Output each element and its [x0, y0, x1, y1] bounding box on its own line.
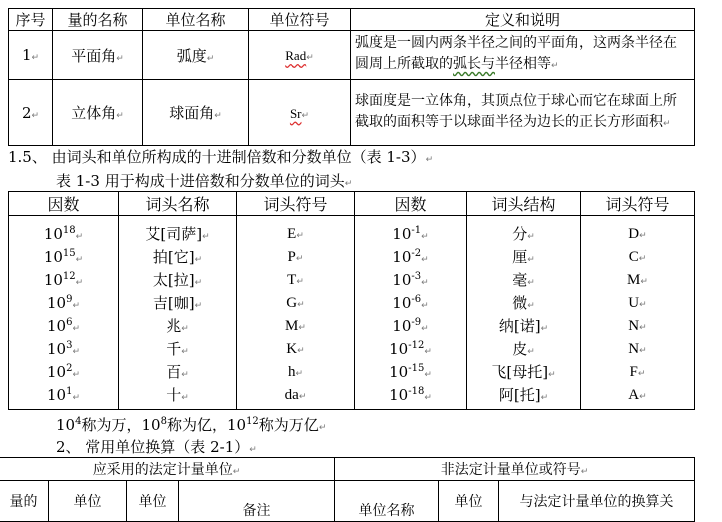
prefix-symbol-cell: N↵: [581, 337, 695, 360]
factor-cell: $10^{-2}↵$: [355, 245, 467, 268]
prefix-name-cell: 十↵: [119, 383, 237, 410]
header-cell: 量的名称: [53, 9, 143, 31]
table-row: [9, 245, 695, 268]
definition-text-marked: 弧长与: [453, 56, 495, 72]
si-supplementary-units-table: [8, 8, 695, 146]
header-cell: 词头结构: [467, 192, 581, 216]
prefix-symbol-cell: E↵: [237, 216, 355, 246]
unit-name: 弧度: [176, 46, 207, 65]
prefix-symbol-cell: M↵: [581, 268, 695, 291]
prefix-symbol-cell: A↵: [581, 383, 695, 410]
prefix-structure-cell: 厘↵: [467, 245, 581, 268]
table-caption: 表 1-3 用于构成十进倍数和分数单位的词头↵: [56, 172, 353, 190]
factor-cell: $10^{-12}↵$: [355, 337, 467, 360]
prefix-name-cell: 艾[司萨]↵: [119, 216, 237, 246]
quantity-name: 平面角: [71, 46, 117, 65]
prefix-symbol-cell: T↵: [237, 268, 355, 291]
header-cell: 量的: [0, 481, 49, 522]
prefix-symbol-cell: D↵: [581, 216, 695, 246]
prefix-structure-cell: 皮↵: [467, 337, 581, 360]
factor-cell: $10^2↵$: [9, 360, 119, 383]
header-cell: 与法定计量单位的换算关: [499, 481, 695, 522]
factor-cell: $10^6↵$: [9, 314, 119, 337]
prefix-table: [8, 191, 695, 410]
header-cell: 定义和说明: [351, 9, 695, 31]
definition-text: 球面度是一立体角，其顶点位于球心而它在球面上所截取的面积等于以球面半径为边长的正长方形面积: [355, 92, 677, 130]
prefix-structure-cell: 微↵: [467, 291, 581, 314]
factor-cell: $10^{-1}↵$: [355, 216, 467, 246]
definition-text: 弧度是一圆内两条半径之间的平面角，这两条半径在圆周上所截取的: [355, 35, 677, 72]
prefix-symbol-cell: K↵: [237, 337, 355, 360]
prefix-name-cell: 太[拉]↵: [119, 268, 237, 291]
prefix-symbol-cell: N↵: [581, 314, 695, 337]
factor-cell: $10^9↵$: [9, 291, 119, 314]
header-cell: 因数: [9, 192, 119, 216]
header-cell: 单位名称: [143, 9, 249, 31]
prefix-symbol-cell: da↵: [237, 383, 355, 410]
prefix-structure-cell: 纳[诺]↵: [467, 314, 581, 337]
unit-conversion-table: [0, 457, 695, 522]
factor-cell: $10^{18}↵$: [9, 216, 119, 246]
section-heading-2: 2、 常用单位换算（表 2-1）↵: [56, 438, 257, 456]
quantity-name: 立体角: [71, 104, 117, 122]
unit-name: 球面角: [169, 104, 215, 122]
unit-symbol: Rad: [285, 48, 307, 63]
header-cell: 因数: [355, 192, 467, 216]
table-row: [9, 360, 695, 383]
table-row: [9, 268, 695, 291]
unit-symbol: Sr: [289, 105, 302, 121]
factor-cell: $10^{-18}↵$: [355, 383, 467, 410]
factor-cell: $10^{15}↵$: [9, 245, 119, 268]
header-cell: 词头符号: [581, 192, 695, 216]
header-cell: 单位: [439, 481, 499, 522]
header-cell: 单位名称: [335, 481, 439, 522]
table-row: [9, 383, 695, 410]
table-header-row: [9, 192, 695, 216]
group-header-non-legal-units: 非法定计量单位或符号↵: [335, 458, 695, 481]
table-row: [9, 216, 695, 246]
header-cell: 单位: [49, 481, 127, 522]
table-row: 2↵ 立体角↵ 球面角↵ Sr↵ 球面度是一立体角，其顶点位于球心而它在球面上所截取的面积等于以球面半径为边长的正长方形面积↵: [9, 80, 695, 146]
row-number: 2: [21, 103, 32, 122]
table-header-row: [9, 9, 695, 31]
prefix-symbol-cell: M↵: [237, 314, 355, 337]
group-header-legal-units: 应采用的法定计量单位↵: [0, 458, 335, 481]
prefix-structure-cell: 飞[母托]↵: [467, 360, 581, 383]
prefix-structure-cell: 毫↵: [467, 268, 581, 291]
header-cell: 词头名称: [119, 192, 237, 216]
header-cell: 备注: [179, 481, 335, 522]
row-number: 1: [21, 46, 32, 64]
factor-cell: $10^{-15}↵$: [355, 360, 467, 383]
note-line: $10^4$称为万，$10^8$称为亿，$10^{12}$称为万亿↵: [56, 416, 327, 434]
prefix-symbol-cell: h↵: [237, 360, 355, 383]
prefix-name-cell: 吉[咖]↵: [119, 291, 237, 314]
prefix-symbol-cell: U↵: [581, 291, 695, 314]
factor-cell: $10^{-6}↵$: [355, 291, 467, 314]
prefix-structure-cell: 分↵: [467, 216, 581, 246]
prefix-name-cell: 兆↵: [119, 314, 237, 337]
header-cell: 词头符号: [237, 192, 355, 216]
prefix-symbol-cell: F↵: [581, 360, 695, 383]
factor-cell: $10^1↵$: [9, 383, 119, 410]
factor-cell: $10^{-3}↵$: [355, 268, 467, 291]
prefix-structure-cell: 阿[托]↵: [467, 383, 581, 410]
prefix-name-cell: 千↵: [119, 337, 237, 360]
table-group-header-row: [0, 458, 695, 481]
factor-cell: $10^3↵$: [9, 337, 119, 360]
prefix-name-cell: 拍[它]↵: [119, 245, 237, 268]
header-cell: 序号: [9, 9, 53, 31]
prefix-symbol-cell: G↵: [237, 291, 355, 314]
table-header-row: [0, 481, 695, 522]
table-row: 1↵ 平面角↵ 弧度↵ Rad↵ 弧度是一圆内两条半径之间的平面角，这两条半径在圆周上所截取的弧长与半径相等↵: [9, 31, 695, 80]
section-heading-1-5: 1.5、 由词头和单位所构成的十进制倍数和分数单位（表 1-3）↵: [8, 148, 434, 166]
header-cell: 单位符号: [249, 9, 351, 31]
table-row: [9, 337, 695, 360]
prefix-symbol-cell: P↵: [237, 245, 355, 268]
header-cell: 单位: [127, 481, 179, 522]
factor-cell: $10^{-9}↵$: [355, 314, 467, 337]
prefix-name-cell: 百↵: [119, 360, 237, 383]
definition-text-end: 半径相等: [495, 56, 551, 72]
table-row: [9, 314, 695, 337]
factor-cell: $10^{12}↵$: [9, 268, 119, 291]
prefix-symbol-cell: C↵: [581, 245, 695, 268]
table-row: [9, 291, 695, 314]
